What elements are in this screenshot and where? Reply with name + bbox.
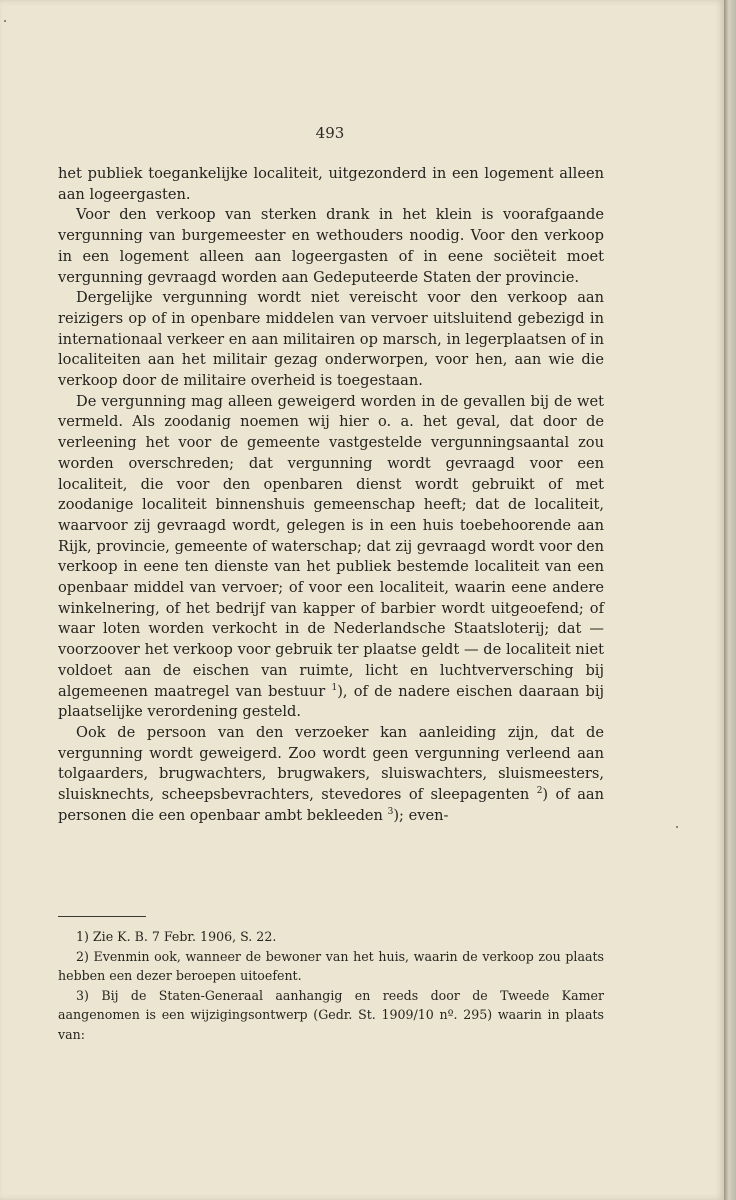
paragraph-2: Voor den verkoop van sterken drank in het klein is voorafgaande vergunning van burgemeester en wethouders noodig. Voor den verkoop in een logement alleen aan logeergasten of in eene sociëteit moet vergunning gevraagd worden aan Gedeputeerde Staten der provincie. [58, 206, 604, 286]
footnote-mark-1: 1 [331, 682, 338, 693]
body-text [58, 164, 604, 827]
paper-speck [676, 826, 678, 828]
footnote-mark-3: 3 [387, 806, 394, 817]
paper-speck [4, 20, 6, 22]
footnote-mark-2: 2 [536, 786, 543, 797]
footnote-3: 3) Bij de Staten-Generaal aanhangig en reeds door de Tweede Kamer aangenomen is een wijzigingsontwerp (Gedr. St. 1909/10 nº. 295) waarin in plaats van: [58, 987, 604, 1042]
paragraph-5-middle: ) of aan personen die een openbaar ambt bekleeden [58, 786, 604, 824]
paragraph-5 [58, 723, 604, 827]
page-edge [724, 0, 736, 1200]
footnote-2: 2) Evenmin ook, wanneer de bewoner van het huis, waarin de verkoop zou plaats hebben een dezer beroepen uitoefent. [58, 948, 604, 984]
paragraph-4 [58, 392, 604, 723]
paragraph-4-tail: ), of de nadere eischen daaraan bij plaatselijke verordening gesteld. [58, 682, 605, 721]
footnote-divider [58, 916, 146, 917]
paragraph-5-tail: ); even- [393, 806, 449, 824]
page-number: 493 [315, 124, 345, 142]
paragraph-5-text: Ook de persoon van den verzoeker kan aanleiding zijn, dat de vergunning wordt geweigerd. Zoo wordt geen vergunning verleend aan tolgaarders, brugwachters, brugwakers, sluiswachters, sluismeesters, sluisknechts, scheepsbevrachters, stevedores of sleepagenten [58, 723, 604, 804]
paragraph-4-text: De vergunning mag alleen geweigerd worden in de gevallen bij de wet vermeld. Als zoodanig noemen wij hier o. a. het geval, dat door de verleening het voor de gemeente vastgestelde vergunningsaantal zou worden overschreden; dat vergunning wordt gevraagd voor een localiteit, die voor den openbaren dienst wordt gebruikt of met zoodanige localiteit binnenshuis gemeenschap heeft; dat de localiteit, waarvoor zij gevraagd wordt, gelegen is in een huis toebehoorende aan Rijk, provincie, gemeente of waterschap; dat zij gevraagd wordt voor den verkoop in eene ten dienste van het publiek bestemde localiteit van een openbaar middel van vervoer; of voor een localiteit, waarin eene andere winkelnering, of het bedrijf van kapper of barbier wordt uitgeoefend; of waar loten worden verkocht in de Nederlandsche Staatsloterij; dat — voorzoover het verkoop voor gebruik ter plaatse geldt — de localiteit niet voldoet aan de eischen van ruimte, licht en luchtverversching bij algemeenen maatregel van bestuur [58, 392, 604, 700]
paragraph-1: het publiek toegankelijke localiteit, uitgezonderd in een logement alleen aan logeergasten. [58, 165, 604, 203]
footnote-1: 1) Zie K. B. 7 Febr. 1906, S. 22. [76, 929, 277, 944]
footnotes [58, 927, 604, 1045]
paragraph-3: Dergelijke vergunning wordt niet vereischt voor den verkoop aan reizigers op of in openbare middelen van vervoer uitsluitend gebezigd in internationaal verkeer en aan militairen op marsch, in legerplaatsen of in localiteiten aan het militair gezag onderworpen, voor hen, aan wie die verkoop door de militaire overheid is toegestaan. [58, 289, 604, 390]
